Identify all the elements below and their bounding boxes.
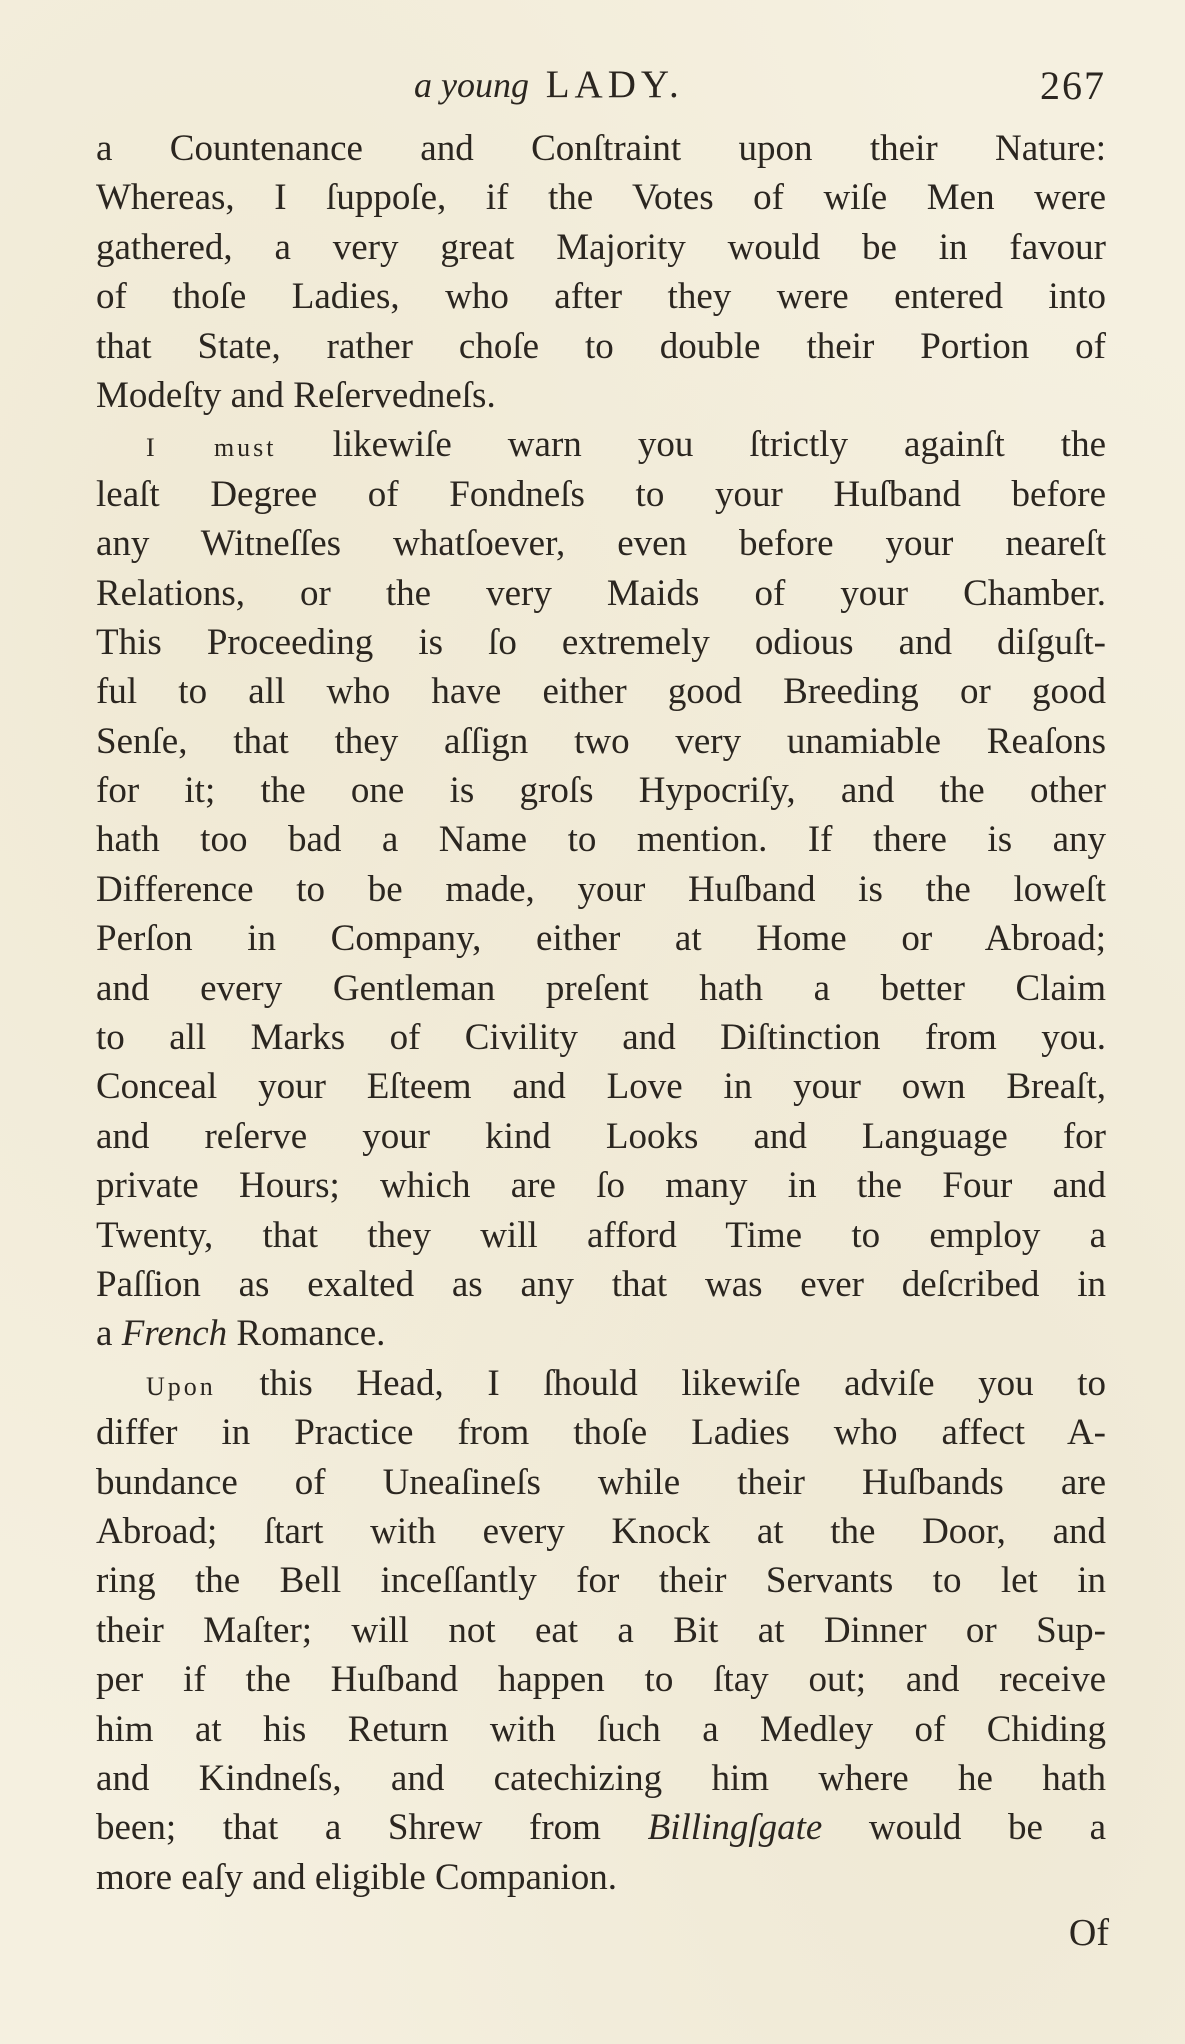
text-line [96,420,1106,469]
text-line [96,1655,1106,1704]
line-text: a [96,1313,122,1355]
page-number: 267 [1040,63,1106,108]
text-line [96,223,1106,272]
line-text: of thoſe Ladies, who after they were entered into [96,276,1106,318]
text-line [96,470,1106,519]
line-text: and Kindneſs, and catechizing him where he hath [96,1757,1106,1799]
text-line [96,667,1106,716]
line-text: Senſe, that they aſſign two very unamiable Reaſons [96,720,1106,762]
line-text: Relations, or the very Maids of your Chamber. [96,572,1106,614]
line-text: ring the Bell inceſſantly for their Servants to let in [96,1560,1106,1602]
line-text-after: would be a [822,1807,1106,1849]
text-line [96,1853,1106,1902]
line-text: per if the Huſband happen to ſtay out; and receive [96,1659,1106,1701]
text-line [96,371,1106,420]
text-line [96,618,1106,667]
line-text-after: Romance. [227,1313,386,1355]
body-text [96,124,1106,1902]
text-line [96,717,1106,766]
page-header [96,62,1106,122]
line-text: Modeſty and Reſervedneſs. [96,374,496,416]
line-text: private Hours; which are ſo many in the Four and [96,1165,1106,1207]
line-text: to all Marks of Civility and Diſtinction from you. [96,1017,1106,1059]
line-text: likewiſe warn you ſtrictly againſt the [276,424,1106,466]
text-line [96,964,1106,1013]
running-head [414,62,684,107]
line-text: gathered, a very great Majority would be in favour [96,226,1106,268]
text-line [96,1408,1106,1457]
text-line [96,569,1106,618]
catchword: Of [1068,1912,1109,1954]
small-caps-lead: Upon [146,1371,216,1401]
line-text: Paſſion as exalted as any that was ever deſcribed in [96,1263,1106,1305]
line-text: and reſerve your kind Looks and Language for [96,1115,1106,1157]
text-line [96,1161,1106,1210]
line-text: differ in Practice from thoſe Ladies who affect A- [96,1412,1106,1454]
italic-text: French [121,1313,228,1355]
line-text: Conceal your Eſteem and Love in your own Breaſt, [96,1066,1106,1108]
line-text: Difference to be made, your Huſband is the loweſt [96,868,1106,910]
line-text: more eaſy and eligible Companion. [96,1856,617,1898]
text-line [96,1705,1106,1754]
text-line [96,322,1106,371]
text-line [96,865,1106,914]
line-text: that State, rather choſe to double their Portion of [96,325,1106,367]
text-line [96,1211,1106,1260]
line-text: any Witneſſes whatſoever, even before your neareſt [96,523,1106,565]
line-text: a Countenance and Conſtraint upon their Nature: [96,128,1106,169]
line-text: Perſon in Company, either at Home or Abroad; [96,918,1106,960]
line-text: Twenty, that they will afford Time to employ a [96,1214,1106,1256]
small-caps-lead: I must [146,433,277,463]
text-line [96,914,1106,963]
line-text: bundance of Uneaſineſs while their Huſbands are [96,1461,1106,1503]
italic-text: Billingſgate [647,1807,823,1849]
text-line [96,1754,1106,1803]
text-line [96,1013,1106,1062]
line-text: and every Gentleman preſent hath a better Claim [96,967,1106,1009]
line-text: hath too bad a Name to mention. If there is any [96,819,1106,861]
line-text: him at his Return with ſuch a Medley of Chiding [96,1708,1106,1750]
text-line [96,1112,1106,1161]
line-text: leaſt Degree of Fondneſs to your Huſband before [96,473,1106,515]
text-line [96,173,1106,222]
text-line [96,1556,1106,1605]
text-line [96,1309,1106,1358]
text-line [96,1803,1106,1852]
text-line [96,1458,1106,1507]
text-line [96,272,1106,321]
line-text: Whereas, I ſuppoſe, if the Votes of wiſe Men were [96,177,1106,219]
line-text: Abroad; ſtart with every Knock at the Door, and [96,1510,1106,1552]
text-line [96,124,1106,173]
line-text: This Proceeding is ſo extremely odious and diſguſt- [96,621,1106,663]
text-line [96,1062,1106,1111]
line-text: ful to all who have either good Breeding or good [96,671,1106,713]
text-line [96,1507,1106,1556]
running-head-caps: LADY. [545,63,684,106]
text-line [96,1260,1106,1309]
text-line [96,1606,1106,1655]
line-text: been; that a Shrew from [96,1807,648,1849]
text-line [96,815,1106,864]
text-line [96,519,1106,568]
line-text: their Maſter; will not eat a Bit at Dinner or Sup- [96,1609,1106,1651]
line-text: for it; the one is groſs Hypocriſy, and the other [96,770,1106,812]
running-head-italic: a young [414,65,529,105]
text-line [96,766,1106,815]
line-text: this Head, I ſhould likewiſe adviſe you to [215,1362,1106,1404]
text-line [96,1359,1106,1408]
